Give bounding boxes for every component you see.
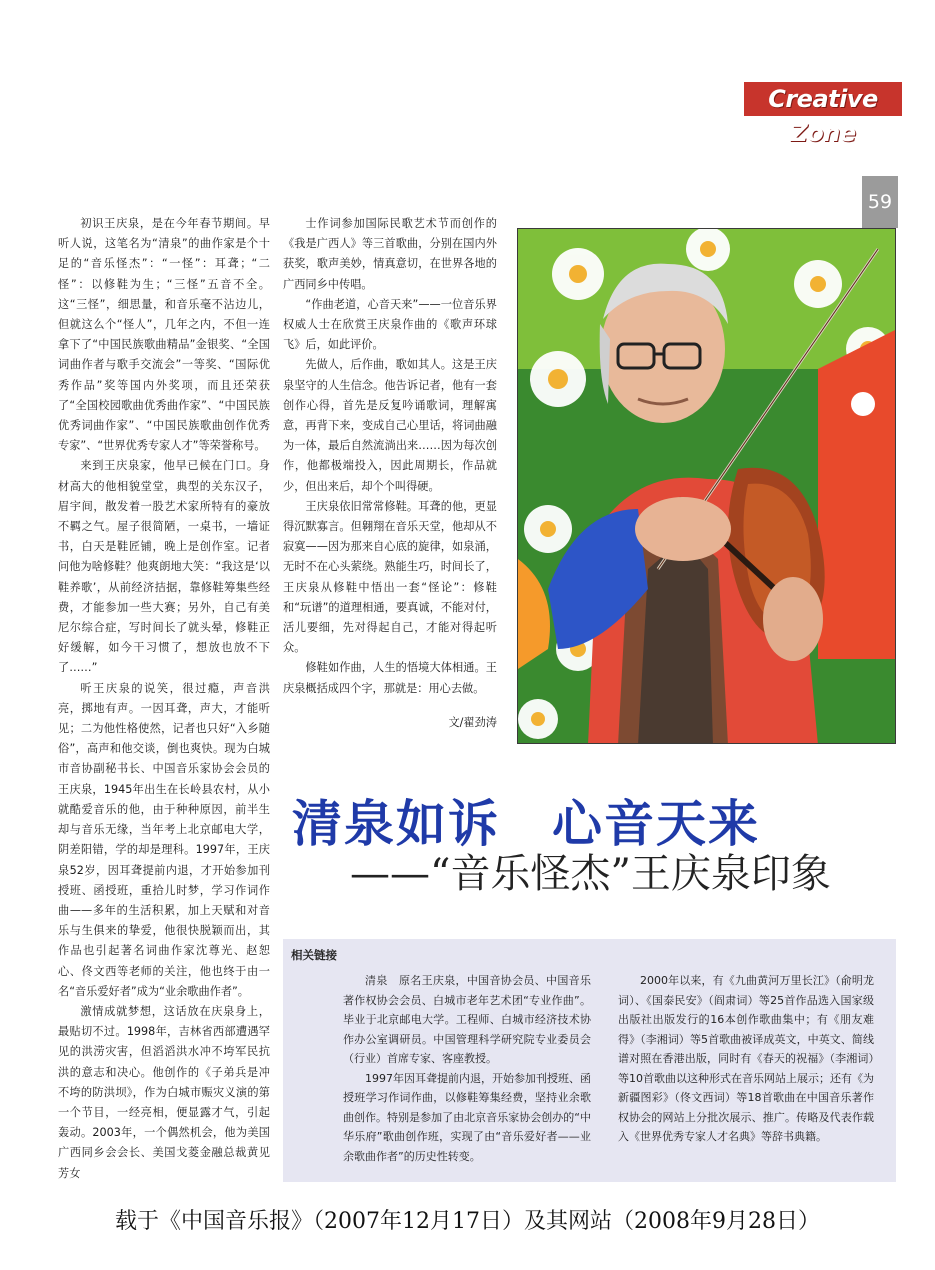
related-links-label: 相关链接	[291, 948, 337, 962]
violinist-illustration	[518, 229, 896, 744]
byline: 文/翟劲涛	[448, 715, 497, 729]
article-paragraph: 激情成就梦想，这话放在庆泉身上，最贴切不过。1998年，吉林省西部遭遇罕见的洪涝灾害，但滔滔洪水冲不垮军民抗洪的意志和决心。他创作的《子弟兵是冲不垮的防洪坝》，作为白城市赈灾义演的第一个节目，一经亮相，便显露才气，引起轰动。2003年，一个偶然机会，他为美国广西同乡会会长、美国戈菱金融总裁黄见芳女	[58, 1004, 270, 1180]
article-paragraph: 听王庆泉的说笑，很过瘾，声音洪亮，掷地有声。一因耳聋，声大，才能听见；二为他性格使然，记者也只好“入乡随俗”，高声和他交谈，倒也爽快。现为白城市音协副秘书长、中国音乐家协会会员的王庆泉，1945年出生在长岭县农村，从小就酷爱音乐的他，由于种种原因，前半生却与音乐无缘，当年考上北京邮电大学，阴差阳错，学的却是理科。1997年，王庆泉52岁，因耳聋提前内退，才开始参加刊授班、函授班，重拾儿时梦，学习作词作曲——多年的生活积累，加上天赋和对音乐与生俱来的挚爱，他很快脱颖而出，其作品也引起著名词曲作家沈尊光、赵恕心、佟文西等老师的关注，他也终于由一名“音乐爱好者”成为“业余歌曲作者”。	[58, 681, 270, 998]
creative-zone-logo: Creative Zone	[744, 82, 902, 116]
article-paragraph: 来到王庆泉家，他早已候在门口。身材高大的他相貌堂堂，典型的关东汉子，眉宇间，散发着一股艺术家所特有的豪放不羁之气。屋子很简陋，一桌书，一墙证书，白天是鞋匠铺，晚上是创作室。记者问他为啥修鞋？他爽朗地大笑：“我这是‘以鞋养歌’，从前经济拮据，靠修鞋筹集些经费，才能参加一些大赛；另外，自己有美尼尔综合症，写时间长了就头晕，修鞋正好缓解，如今干习惯了，想放也放不下了……”	[58, 459, 270, 675]
article-paragraph: 初识王庆泉，是在今年春节期间。早听人说，这笔名为“清泉”的曲作家是个十足的“音乐怪杰”：“一怪”：耳聋；“二怪”：以修鞋为生；“三怪”五音不全。这“三怪”，细思量，和音乐毫不沾边儿，但就这么个“怪人”，几年之内，不但一连拿下了“中国民族歌曲精品”金银奖、“全国词曲作者与歌手交流会”一等奖、“国际优秀作品”奖等国内外奖项，而且还荣获了“全国校园歌曲优秀曲作家”、“中国民族优秀词曲作家”、“中国民族歌曲创作优秀专家”、“世界优秀专家人才”等荣誉称号。	[58, 217, 270, 453]
headline-title: 清泉如诉 心音天来	[292, 795, 760, 853]
violinist-photo	[517, 228, 896, 744]
related-links-box	[283, 939, 896, 1182]
related-paragraph: 1997年因耳聋提前内退，开始参加刊授班、函授班学习作词作曲，以修鞋筹集经费，坚持业余歌曲创作。特别是参加了由北京音乐家协会创办的“中华乐府”歌曲创作班，实现了由“音乐爱好者——业余歌曲作者”的历史性转变。	[343, 1071, 591, 1163]
article-column-1	[58, 214, 270, 1184]
article-paragraph: 王庆泉依旧常常修鞋。耳聋的他，更显得沉默寡言。但翱翔在音乐天堂，他却从不寂寞——因为那来自心底的旋律，如泉涌，无时不在心头萦绕。熟能生巧，时间长了，王庆泉从修鞋中悟出一套“怪论”：修鞋和“玩谱”的道理相通，要真诚，不能对付，活儿要细，先对得起自己，才能对得起听众。	[283, 499, 497, 655]
related-column-1	[343, 971, 591, 1166]
source-footer: 载于《中国音乐报》（2007年12月17日）及其网站（2008年9月28日）	[115, 1209, 820, 1234]
related-paragraph: 2000年以来，有《九曲黄河万里长江》（俞明龙词）、《国泰民安》（阎肃词）等25首作品选入国家级出版社出版发行的16本创作歌曲集中；有《朋友难得》（李湘词）等5首歌曲被译成英文，中英文、简线谱对照在香港出版，同时有《春天的祝福》（李湘词）等10首歌曲以这种形式在音乐网站上展示；还有《为新疆图彩》（佟文西词）等18首歌曲在中国音乐著作权协会的网站上分批次展示、推广。传略及代表作载入《世界优秀专家人才名典》等辞书典籍。	[618, 974, 874, 1143]
article-paragraph: 修鞋如作曲，人生的悟境大体相通。王庆泉概括成四个字，那就是：用心去做。	[283, 661, 497, 695]
article-paragraph: “作曲老道，心音天来”——一位音乐界权威人士在欣赏王庆泉作曲的《歌声环球飞》后，如此评价。	[283, 297, 497, 352]
article-paragraph: 先做人，后作曲，歌如其人。这是王庆泉坚守的人生信念。他告诉记者，他有一套创作心得，首先是反复吟诵歌词，理解寓意，再背下来，变成自己心里话，将词曲融为一体，最后自然流淌出来……因为每次创作，他都极端投入，因此周期长，作品就少，但出来后，却个个叫得硬。	[283, 358, 497, 493]
article-column-2	[283, 214, 497, 733]
headline-subtitle: ——“音乐怪杰”王庆泉印象	[350, 851, 831, 897]
article-paragraph: 士作词参加国际民歌艺术节而创作的《我是广西人》等三首歌曲，分别在国内外获奖，歌声美妙，情真意切，在世界各地的广西同乡中传唱。	[283, 217, 497, 291]
page-number: 59	[862, 176, 898, 228]
related-paragraph: 清泉 原名王庆泉，中国音协会员、中国音乐著作权协会会员、白城市老年艺术团“专业作曲”。毕业于北京邮电大学。工程师、白城市经济技术协作办公室调研员。中国管理科学研究院专业委员会（行业）首席专家、客座教授。	[343, 974, 591, 1065]
related-column-2	[618, 971, 874, 1147]
